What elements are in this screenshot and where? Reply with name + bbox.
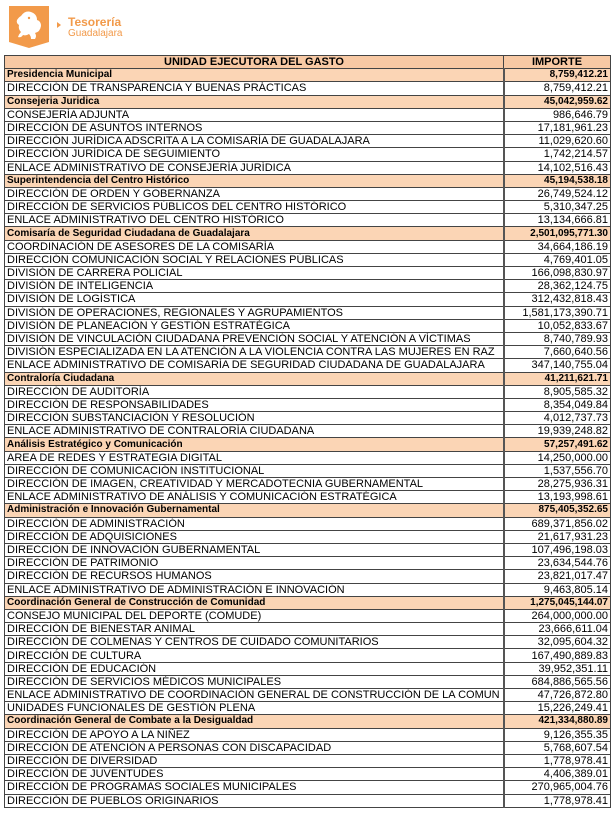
column-header-unidad: UNIDAD EJECUTORA DEL GASTO (5, 56, 504, 69)
table-row (5, 570, 611, 583)
table-row (5, 543, 611, 556)
table-row (5, 319, 611, 332)
table-row (5, 636, 611, 649)
unit-name: DIRECCIÓN DE COMUNICACIÓN INSTITUCIONAL (5, 464, 504, 477)
unit-name: DIRECCIÓN DE PROGRAMAS SOCIALES MUNICIPALES (5, 781, 504, 794)
unit-name: ENLACE ADMINISTRATIVO DE ANÁLISIS Y COMUNICACIÓN ESTRATÉGICA (5, 491, 504, 504)
group-name: Coordinación General de Combate a la Desigualdad (5, 715, 504, 728)
unit-amount: 23,634,544.76 (504, 557, 611, 570)
unit-amount: 4,406,389.01 (504, 768, 611, 781)
table-row (5, 267, 611, 280)
unit-name: DIVISIÓN ESPECIALIZADA EN LA ATENCIÓN A LA VIOLENCIA CONTRA LAS MUJERES EN RAZ (5, 346, 504, 359)
unit-name: DIRECCIÓN DE ORDEN Y GOBERNANZA (5, 187, 504, 200)
column-header-importe: IMPORTE (504, 56, 611, 69)
unit-amount: 23,821,017.47 (504, 570, 611, 583)
unit-name: ENLACE ADMINISTRATIVO DEL CENTRO HISTÓRICO (5, 214, 504, 227)
table-row (5, 135, 611, 148)
unit-amount: 5,310,347.25 (504, 201, 611, 214)
table-row (5, 108, 611, 121)
table-row (5, 557, 611, 570)
unit-name: DIRECCIÓN DE JUVENTUDES (5, 768, 504, 781)
unit-amount: 9,463,805.14 (504, 583, 611, 596)
group-name: Contraloría Ciudadana (5, 372, 504, 385)
unit-name: AREA DE REDES Y ESTRATEGIA DIGITAL (5, 451, 504, 464)
group-name: Coordinación General de Construcción de Comunidad (5, 596, 504, 609)
group-total: 8,759,412.21 (504, 69, 611, 82)
table-row (5, 728, 611, 741)
unit-amount: 5,768,607.54 (504, 741, 611, 754)
unit-amount: 10,052,833.67 (504, 319, 611, 332)
unit-amount: 39,952,351.11 (504, 662, 611, 675)
group-total: 57,257,491.62 (504, 438, 611, 451)
unit-amount: 1,778,978.41 (504, 754, 611, 767)
table-row (5, 240, 611, 253)
table-row (5, 121, 611, 134)
unit-amount: 14,250,000.00 (504, 451, 611, 464)
unit-amount: 15,226,249.41 (504, 702, 611, 715)
table-row (5, 464, 611, 477)
unit-name: DIRECCIÓN DE PATRIMONIO (5, 557, 504, 570)
table-row (5, 689, 611, 702)
unit-amount: 13,193,998.61 (504, 491, 611, 504)
unit-name: ENLACE ADMINISTRATIVO DE ADMINISTRACIÓN E INNOVACIÓN (5, 583, 504, 596)
unit-name: DIRECCIÓN COMUNICACIÓN SOCIAL Y RELACIONES PÚBLICAS (5, 253, 504, 266)
table-row (5, 385, 611, 398)
unit-name: DIRECCIÓN DE CULTURA (5, 649, 504, 662)
table-row (5, 662, 611, 675)
table-row (5, 649, 611, 662)
unit-name: ENLACE ADMINISTRATIVO DE COORDINACIÓN GENERAL DE CONSTRUCCIÓN DE LA COMUN (5, 689, 504, 702)
unit-amount: 47,726,872.80 (504, 689, 611, 702)
group-total: 45,194,538.18 (504, 174, 611, 187)
unit-name: COORDINACIÓN DE ASESORES DE LA COMISARÍA (5, 240, 504, 253)
unit-amount: 1,537,556.70 (504, 464, 611, 477)
unit-name: DIVISIÓN DE INTELIGENCIA (5, 280, 504, 293)
unit-name: DIVISIÓN DE CARRERA POLICIAL (5, 267, 504, 280)
unit-amount: 8,354,049.84 (504, 398, 611, 411)
group-name: Comisaría de Seguridad Ciudadana de Guadalajara (5, 227, 504, 240)
unit-amount: 11,029,620.60 (504, 135, 611, 148)
unit-name: ENLACE ADMINISTRATIVO DE CONTRALORÍA CIUDADANA (5, 425, 504, 438)
unit-amount: 4,012,737.73 (504, 412, 611, 425)
unit-amount: 28,275,936.31 (504, 478, 611, 491)
table-row (5, 253, 611, 266)
table-row (5, 412, 611, 425)
unit-name: DIRECCIÓN DE ASUNTOS INTERNOS (5, 121, 504, 134)
unit-name: DIVISIÓN DE VINCULACIÓN CIUDADANA PREVENCIÓN SOCIAL Y ATENCIÓN A VÍCTIMAS (5, 332, 504, 345)
group-row (5, 95, 611, 108)
unit-name: DIRECCIÓN DE TRANSPARENCIA Y BUENAS PRÁCTICAS (5, 82, 504, 95)
table-row (5, 609, 611, 622)
table-row (5, 346, 611, 359)
group-total: 421,334,880.89 (504, 715, 611, 728)
group-name: Superintendencia del Centro Histórico (5, 174, 504, 187)
unit-amount: 1,742,214.57 (504, 148, 611, 161)
group-total: 875,405,352.65 (504, 504, 611, 517)
unit-amount: 684,886,565.56 (504, 675, 611, 688)
table-row (5, 187, 611, 200)
group-total: 41,211,621.71 (504, 372, 611, 385)
table-row (5, 491, 611, 504)
table-row (5, 201, 611, 214)
group-row (5, 227, 611, 240)
unit-amount: 7,660,640.56 (504, 346, 611, 359)
unit-name: DIRECCIÓN DE COLMENAS Y CENTROS DE CUIDADO COMUNITARIOS (5, 636, 504, 649)
group-total: 45,042,959.62 (504, 95, 611, 108)
unit-amount: 166,098,830.97 (504, 267, 611, 280)
lion-crest-icon (7, 4, 51, 50)
table-row (5, 517, 611, 530)
table-row (5, 754, 611, 767)
table-row (5, 675, 611, 688)
unit-amount: 270,965,004.76 (504, 781, 611, 794)
table-row (5, 214, 611, 227)
table-row (5, 623, 611, 636)
unit-name: DIVISIÓN DE PLANEACIÓN Y GESTIÓN ESTRATÉGICA (5, 319, 504, 332)
unit-amount: 32,095,604.32 (504, 636, 611, 649)
unit-amount: 986,646.79 (504, 108, 611, 121)
brand-title: Tesorería (68, 15, 122, 29)
unit-amount: 19,939,248.82 (504, 425, 611, 438)
unit-amount: 34,664,186.19 (504, 240, 611, 253)
unit-amount: 347,140,755.04 (504, 359, 611, 372)
unit-amount: 167,490,889.83 (504, 649, 611, 662)
table-row (5, 451, 611, 464)
group-total: 1,275,045,144.07 (504, 596, 611, 609)
unit-amount: 264,000,000.00 (504, 609, 611, 622)
unit-amount: 28,362,124.75 (504, 280, 611, 293)
table-row (5, 398, 611, 411)
unit-amount: 17,181,961.23 (504, 121, 611, 134)
unit-name: DIRECCIÓN DE ATENCIÓN A PERSONAS CON DISCAPACIDAD (5, 741, 504, 754)
group-name: Consejeria Juridica (5, 95, 504, 108)
brand-subtitle: Guadalajara (68, 28, 123, 39)
unit-amount: 14,102,516.43 (504, 161, 611, 174)
unit-name: CONSEJO MUNICIPAL DEL DEPORTE (COMUDE) (5, 609, 504, 622)
unit-name: DIRECCIÓN DE INNOVACIÓN GUBERNAMENTAL (5, 543, 504, 556)
unit-name: DIRECCIÓN DE ADQUISICIONES (5, 530, 504, 543)
table-row (5, 425, 611, 438)
unit-name: DIRECCIÓN DE IMAGEN, CREATIVIDAD Y MERCADOTECNIA GUBERNAMENTAL (5, 478, 504, 491)
budget-table (4, 55, 611, 808)
unit-name: ENLACE ADMINISTRATIVO DE COMISARÍA DE SEGURIDAD CIUDADANA DE GUADALAJARA (5, 359, 504, 372)
unit-amount: 107,496,198.03 (504, 543, 611, 556)
table-row (5, 702, 611, 715)
unit-name: CONSEJERÍA ADJUNTA (5, 108, 504, 121)
unit-amount: 9,126,355.35 (504, 728, 611, 741)
unit-name: DIRECCIÓN DE DIVERSIDAD (5, 754, 504, 767)
group-row (5, 715, 611, 728)
table-body (5, 69, 611, 808)
table-row (5, 583, 611, 596)
table-row (5, 741, 611, 754)
table-row (5, 161, 611, 174)
group-name: Presidencia Municipal (5, 69, 504, 82)
unit-name: DIRECCIÓN DE ADMINISTRACIÓN (5, 517, 504, 530)
unit-amount: 21,617,931.23 (504, 530, 611, 543)
unit-amount: 4,769,401.05 (504, 253, 611, 266)
table-row (5, 530, 611, 543)
group-row (5, 504, 611, 517)
unit-name: DIRECCIÓN DE SERVICIOS MÉDICOS MUNICIPALES (5, 675, 504, 688)
unit-name: DIRECCIÓN DE PUEBLOS ORIGINARIOS (5, 794, 504, 807)
unit-name: DIRECCIÓN DE EDUCACIÓN (5, 662, 504, 675)
unit-name: ENLACE ADMINISTRATIVO DE CONSEJERÍA JURÍDICA (5, 161, 504, 174)
unit-amount: 312,432,818.43 (504, 293, 611, 306)
table-row (5, 794, 611, 807)
unit-name: UNIDADES FUNCIONALES DE GESTIÓN PLENA (5, 702, 504, 715)
table-row (5, 148, 611, 161)
unit-name: DIRECCIÓN DE SERVICIOS PÚBLICOS DEL CENTRO HISTÓRICO (5, 201, 504, 214)
unit-amount: 1,581,173,390.71 (504, 306, 611, 319)
group-row (5, 174, 611, 187)
unit-name: DIRECCIÓN JURÍDICA DE SEGUIMIENTO (5, 148, 504, 161)
unit-amount: 8,759,412.21 (504, 82, 611, 95)
table-header-row (5, 56, 611, 69)
unit-name: DIRECCIÓN DE AUDITORÍA (5, 385, 504, 398)
unit-name: DIRECCIÓN DE BIENESTAR ANIMAL (5, 623, 504, 636)
table-row (5, 280, 611, 293)
table-row (5, 478, 611, 491)
table-row (5, 306, 611, 319)
group-total: 2,501,095,771.30 (504, 227, 611, 240)
table-row (5, 359, 611, 372)
unit-amount: 13,134,666.81 (504, 214, 611, 227)
table-row (5, 82, 611, 95)
unit-name: DIRECCIÓN DE RECURSOS HUMANOS (5, 570, 504, 583)
unit-name: DIRECCIÓN SUBSTANCIACIÓN Y RESOLUCIÓN (5, 412, 504, 425)
table-row (5, 332, 611, 345)
table-row (5, 293, 611, 306)
unit-amount: 1,778,978.41 (504, 794, 611, 807)
unit-amount: 26,749,524.12 (504, 187, 611, 200)
unit-name: DIRECCIÓN JURÍDICA ADSCRITA A LA COMISARÍA DE GUADALAJARA (5, 135, 504, 148)
group-name: Administración e Innovación Gubernamental (5, 504, 504, 517)
unit-name: DIVISIÓN DE LOGÍSTICA (5, 293, 504, 306)
unit-name: DIRECCIÓN DE APOYO A LA NIÑEZ (5, 728, 504, 741)
table-row (5, 768, 611, 781)
unit-amount: 689,371,856.02 (504, 517, 611, 530)
unit-name: DIRECCIÓN DE RESPONSABILIDADES (5, 398, 504, 411)
group-row (5, 596, 611, 609)
unit-amount: 8,905,585.32 (504, 385, 611, 398)
group-row (5, 438, 611, 451)
group-name: Análisis Estratégico y Comunicación (5, 438, 504, 451)
brand-bullet-icon (57, 22, 61, 28)
unit-name: DIVISIÓN DE OPERACIONES, REGIONALES Y AGRUPAMIENTOS (5, 306, 504, 319)
group-row (5, 372, 611, 385)
group-row (5, 69, 611, 82)
unit-amount: 8,740,789.93 (504, 332, 611, 345)
table-row (5, 781, 611, 794)
unit-amount: 23,666,611.04 (504, 623, 611, 636)
